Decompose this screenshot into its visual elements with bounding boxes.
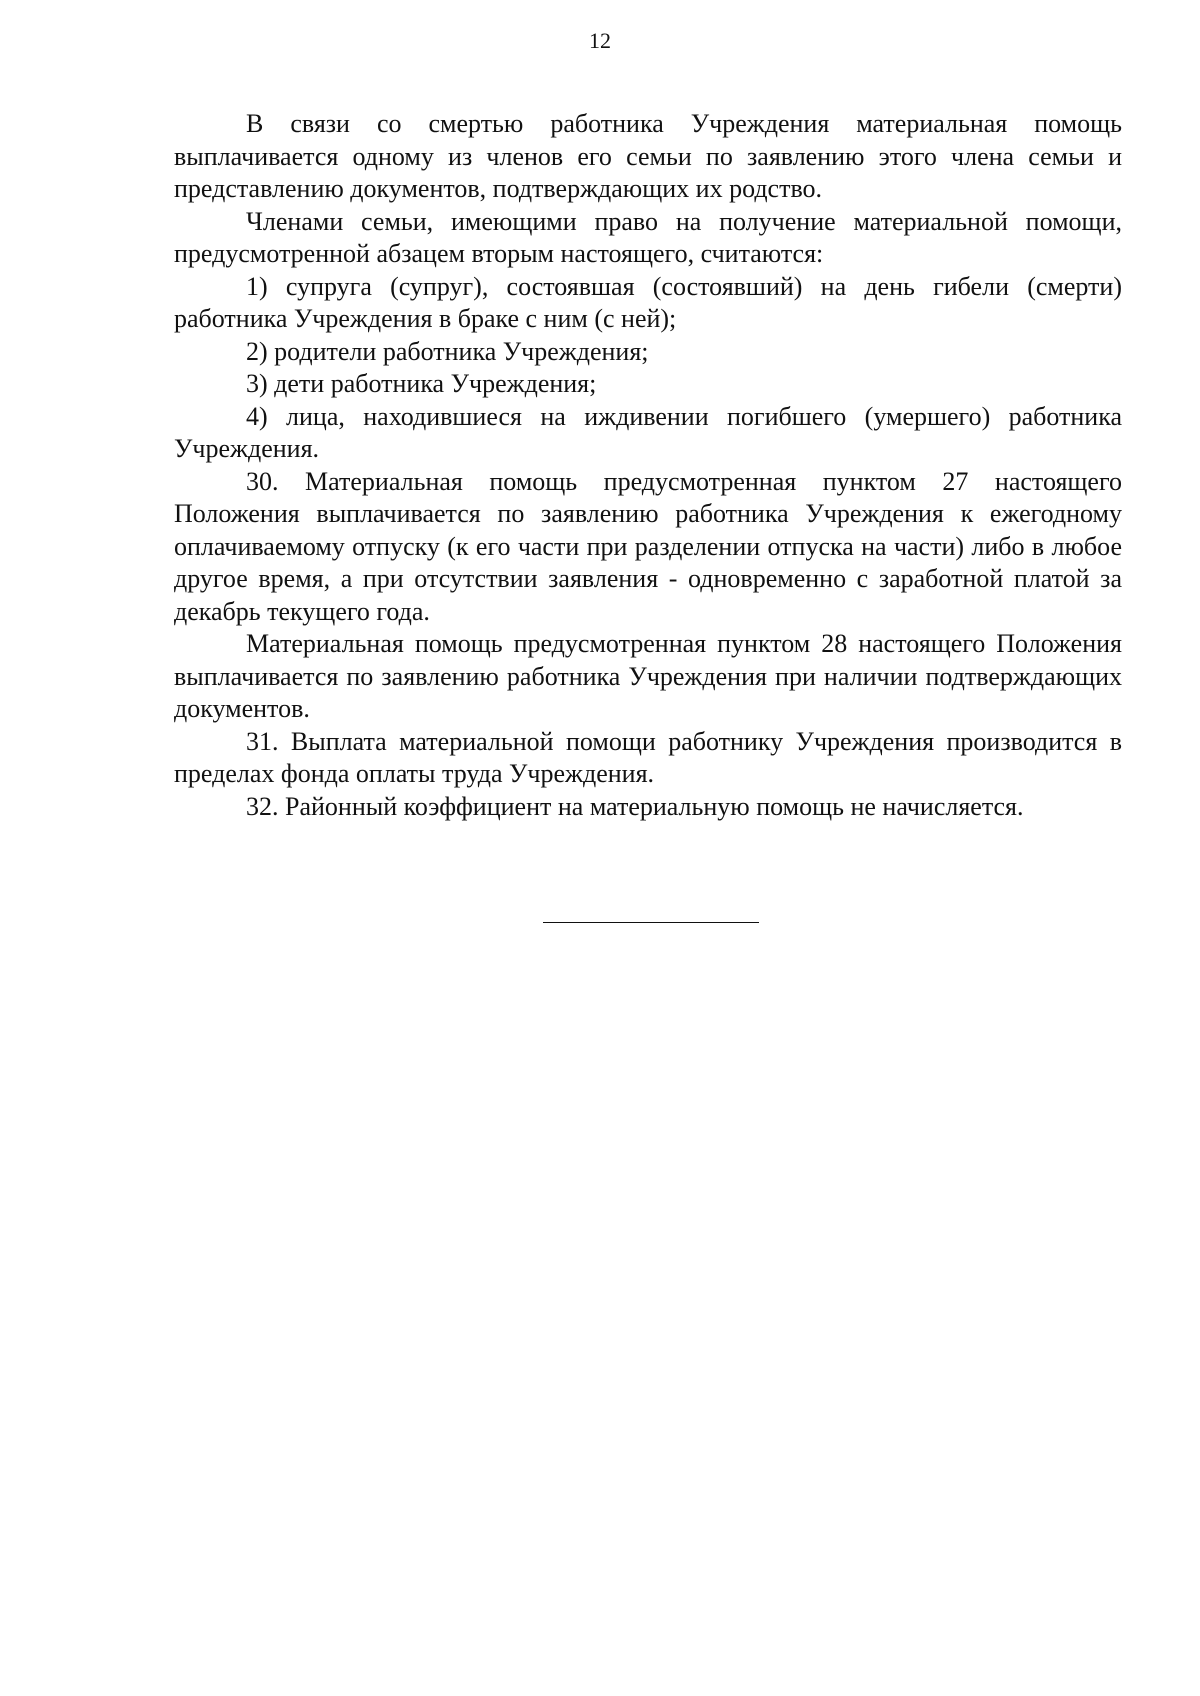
- document-body: [174, 108, 1122, 823]
- end-of-document-divider: [543, 922, 759, 923]
- clause-32: 32. Районный коэффициент на материальную помощь не начисляется.: [246, 791, 1024, 821]
- clause-31: 31. Выплата материальной помощи работнику Учреждения производится в пределах фонда оплаты труда Учреждения.: [174, 726, 1122, 788]
- clause-30: 30. Материальная помощь предусмотренная пунктом 27 настоящего Положения выплачивается по заявлению работника Учреждения к ежегодному оплачиваемому отпуску (к его части при разделении отпуска на части) либо в любое другое время, а при отсутствии заявления - одновременно с заработной платой за декабрь текущего года.: [174, 466, 1122, 626]
- paragraph-family-members: Членами семьи, имеющими право на получение материальной помощи, предусмотренной абзацем вторым настоящего, считаются:: [174, 206, 1122, 268]
- list-item-children: 3) дети работника Учреждения;: [246, 369, 597, 398]
- list-item-parents: 2) родители работника Учреждения;: [246, 336, 649, 366]
- page-number: 12: [589, 28, 611, 53]
- list-item-spouse: 1) супруга (супруг), состоявшая (состоявший) на день гибели (смерти) работника Учреждения в браке с ним (с ней);: [174, 271, 1122, 333]
- clause-30-paragraph-2: Материальная помощь предусмотренная пунктом 28 настоящего Положения выплачивается по заявлению работника Учреждения при наличии подтверждающих документов.: [174, 629, 1122, 723]
- list-item-dependents: 4) лица, находившиеся на иждивении погибшего (умершего) работника Учреждения.: [174, 401, 1122, 463]
- paragraph-death-payment: В связи со смертью работника Учреждения материальная помощь выплачивается одному из членов его семьи по заявлению этого члена семьи и представлению документов, подтверждающих их родство.: [174, 109, 1122, 203]
